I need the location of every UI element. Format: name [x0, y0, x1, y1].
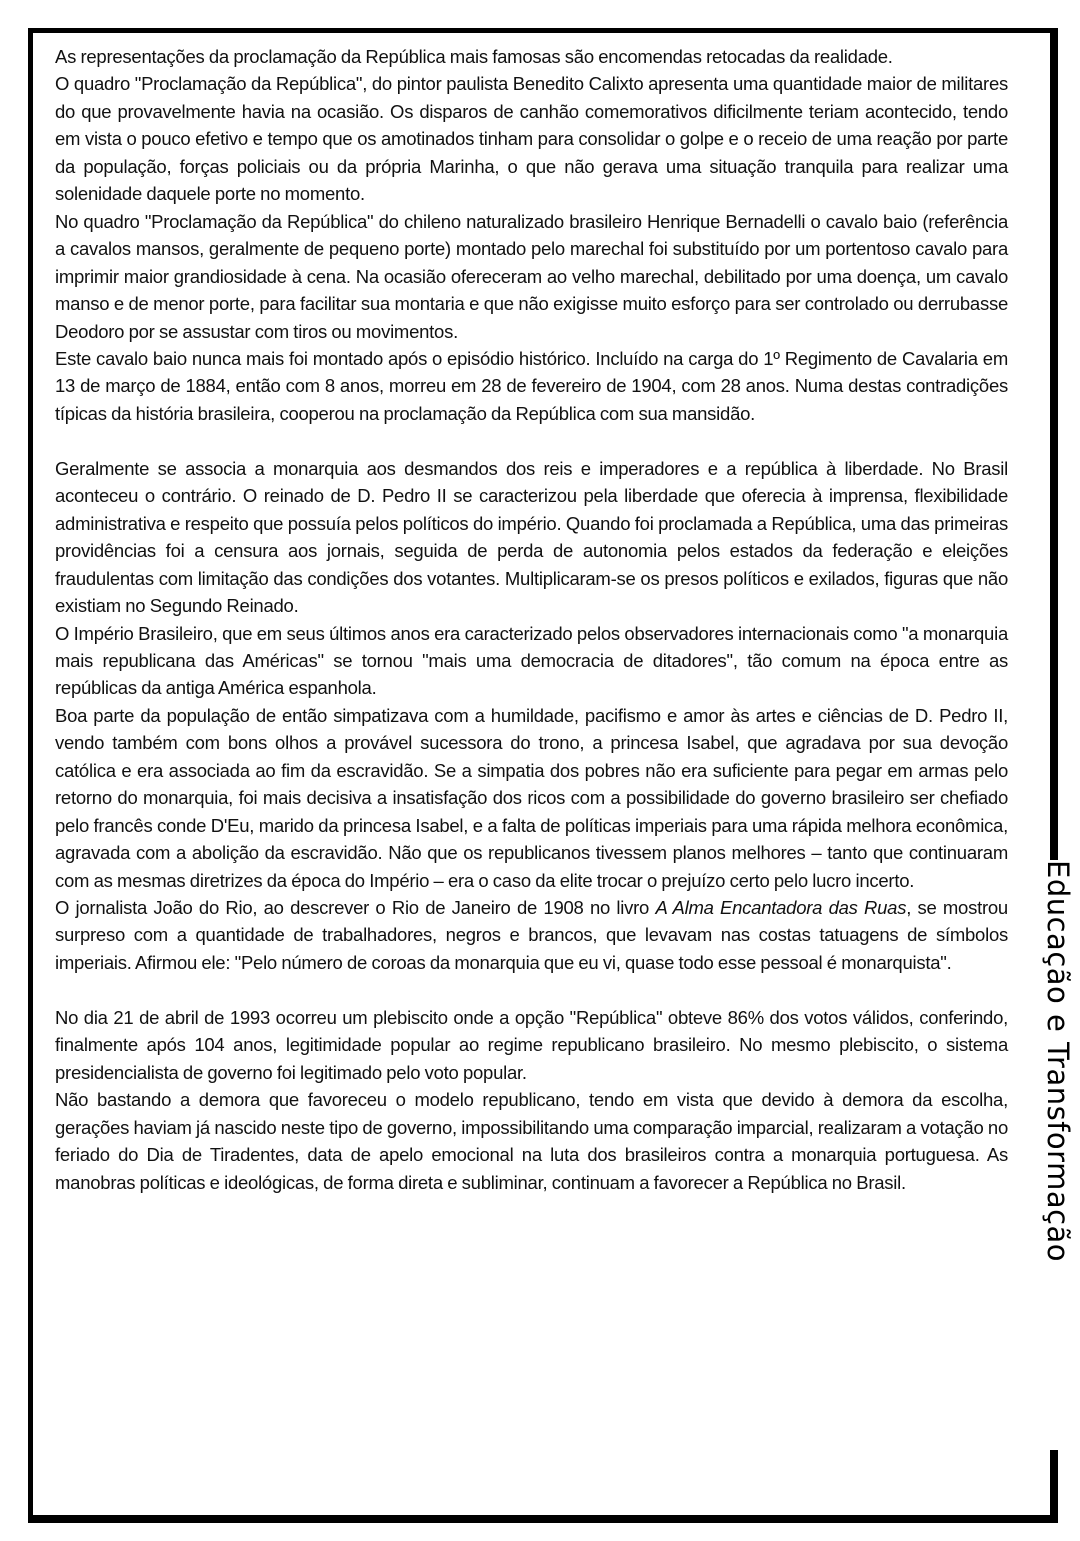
paragraph-plebiscito: No dia 21 de abril de 1993 ocorreu um plebiscito onde a opção "República" obteve 86% dos votos válidos, conferindo, finalmente após 104 anos, legitimidade popular ao regime republicano brasileiro. No mesmo plebiscito, o sistema presidencialista de governo foi legitimado pelo voto popular. [55, 1006, 1008, 1083]
paragraph-conclusao: Não bastando a demora que favoreceu o modelo republicano, tendo em vista que devido à demora da escolha, gerações haviam já nascido neste tipo de governo, impossibilitando uma comparação imparcial, realizaram a votação no feriado do Dia de Tiradentes, data de apelo emocional na luta dos brasileiros contra a monarquia portuguesa. As manobras políticas e ideológicas, de forma direta e subliminar, continuam a favorecer a República no Brasil. [55, 1089, 1008, 1193]
paragraph-bernadelli: No quadro "Proclamação da República" do chileno naturalizado brasileiro Henrique Bernadelli o cavalo baio (referência a cavalos mansos, geralmente de pequeno porte) montado pelo marechal foi substituído por um portentoso cavalo para imprimir maior grandiosidade à cena. Na ocasião ofereceram ao velho marechal, debilitado por uma doença, um cavalo manso e de menor porte, para facilitar sua montaria e que não exigisse muito esforço para ser controlado ou derrubasse Deodoro por se assustar com tiros ou movimentos. [55, 210, 1008, 342]
page-border-right-top [1050, 28, 1058, 860]
paragraph-cavalo-baio: Este cavalo baio nunca mais foi montado após o episódio histórico. Incluído na carga do 1º Regimento de Cavalaria em 13 de março de 1884, então com 8 anos, morreu em 28 de fevereiro de 1904, com 28 anos. Numa destas contradições típicas da história brasileira, cooperou na proclamação da República com sua mansidão. [55, 347, 1008, 424]
spacer [55, 976, 1008, 1003]
paragraph-imperio: O Império Brasileiro, que em seus últimos anos era caracterizado pelos observadores internacionais como "a monarquia mais republicana das Américas" se tornou "mais uma democracia de ditadores", tão comum na época entre as repúblicas da antiga América espanhola. [55, 622, 1008, 699]
text-segment: O jornalista João do Rio, ao descrever o Rio de Janeiro de 1908 no livro [55, 897, 656, 919]
text-segment: , se mostrou surpreso com a quantidade de trabalhadores, negros e brancos, que levavam nas costas tatuagens de símbolos imperiais. Afirmou ele: "Pelo número de coroas da monarquia que eu vi, quase todo esse pessoal é monarquista". [55, 897, 1008, 973]
paragraph-intro: As representações da proclamação da República mais famosas são encomendas retocadas da realidade. [55, 46, 893, 67]
paragraph-calixto: O quadro "Proclamação da República", do pintor paulista Benedito Calixto apresenta uma quantidade maior de militares do que provavelmente havia na ocasião. Os disparos de canhão comemorativos dificilmente teriam acontecido, tendo em vista o pouco efetivo e tempo que os amotinados tinham para consolidar o golpe e o receio de uma reação por parte da população, forças policiais ou da própria Marinha, o que não gerava uma situação tranquila para realizar uma solenidade daquele porte no momento. [55, 73, 1008, 205]
side-label: Educação e Transformação [1041, 860, 1075, 1263]
spacer [55, 427, 1008, 454]
article-body [55, 43, 1008, 1196]
paragraph-populacao: Boa parte da população de então simpatizava com a humildade, pacifismo e amor às artes e ciências de D. Pedro II, vendo também com bons olhos a provável sucessora do trono, a princesa Isabel, que agradava por sua devoção católica e era associada ao fim da escravidão. Se a simpatia dos pobres não era suficiente para pegar em armas pelo retorno do monarquia, foi mais decisiva a insatisfação dos ricos com a possibilidade do governo brasileiro ser chefiado pelo francês conde D'Eu, marido da princesa Isabel, e a falta de políticas imperiais para uma rápida melhora econômica, agravada com a abolição da escravidão. Não que os republicanos tivessem planos melhores – tanto que continuaram com as mesmas diretrizes da época do Império – era o caso da elite trocar o prejuízo certo pelo lucro incerto. [55, 704, 1008, 891]
paragraph-joao-do-rio [55, 894, 1008, 976]
paragraph-monarquia: Geralmente se associa a monarquia aos desmandos dos reis e imperadores e a república à liberdade. No Brasil aconteceu o contrário. O reinado de D. Pedro II se caracterizou pela liberdade que oferecia à imprensa, flexibilidade administrativa e respeito que possuía pelos políticos do império. Quando foi proclamada a República, uma das primeiras providências foi a censura aos jornais, seguida de perda de autonomia pelos estados da federação e eleições fraudulentas com limitação das condições dos votantes. Multiplicaram-se os presos políticos e exilados, figuras que não existiam no Segundo Reinado. [55, 457, 1008, 617]
page-border-right-bottom [1050, 1450, 1058, 1523]
book-title: A Alma Encantadora das Ruas [655, 897, 907, 919]
